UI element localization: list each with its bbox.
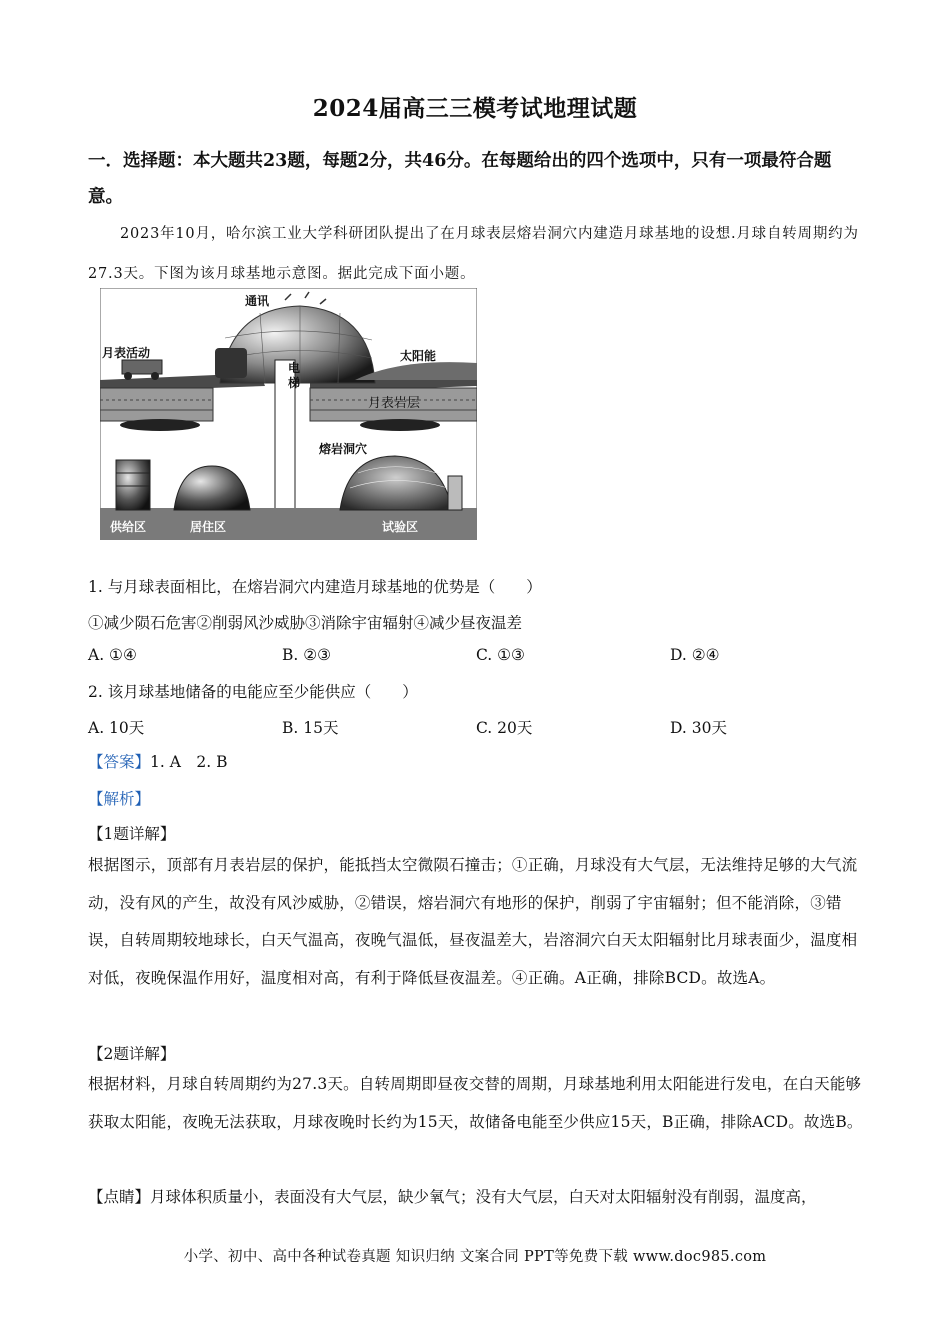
detail-1-text: 根据图示，顶部有月表岩层的保护，能抵挡太空微陨石撞击；①正确，月球没有大气层，无法维持足够的大气流动，没有风的产生，故没有风沙威胁，②错误，熔岩洞穴有地形的保护，削弱了宇宙辐射；但不能消除，③错误，自转周期较地球长，白天气温高，夜晚气温低，昼夜温差大，岩溶洞穴白天太阳辐射比月球表面少，温度相对低，夜晚保温作用好，温度相对高，有利于降低昼夜温差。④正确。A正确，排除BCD。故选A。 (88, 856, 858, 987)
question-1-option-b: B. ②③ (282, 646, 332, 664)
question-2-option-a: A. 10天 (88, 719, 145, 737)
supply-tank (215, 348, 247, 378)
page-title: 2024届高三三模考试地理试题 (312, 95, 638, 122)
question-2-option-b: B. 15天 (282, 719, 339, 737)
point-line (88, 1185, 866, 1207)
label-comm: 通讯 (245, 294, 270, 308)
intro-paragraph: 2023年10月，哈尔滨工业大学科研团队提出了在月球表层熔岩洞穴内建造月球基地的设想.月球自转周期约为27.3天。下图为该月球基地示意图。据此完成下面小题。 (88, 226, 859, 282)
question-2-option-c: C. 20天 (476, 719, 533, 737)
answer-tag: 【答案】 (88, 753, 151, 771)
question-2-stem: 2. 该月球基地储备的电能应至少能供应（ ） (88, 683, 418, 701)
page-footer: 小学、初中、高中各种试卷真题 知识归纳 文案合同 PPT等免费下载 www.doc985.com (183, 1249, 767, 1265)
detail-2-heading: 【2题详解】 (88, 1045, 176, 1063)
lunar-rover (122, 360, 162, 374)
question-1-option-a: A. ①④ (88, 646, 137, 664)
label-solar: 太阳能 (400, 349, 437, 363)
rock-layer-left (100, 388, 213, 421)
label-lab: 试验区 (382, 520, 419, 534)
detail-1-heading: 【1题详解】 (88, 825, 176, 843)
label-supply: 供给区 (110, 520, 147, 534)
answer-line (88, 750, 228, 772)
point-tag: 【点睛】 (88, 1188, 151, 1206)
question-2-option-d: D. 30天 (670, 719, 727, 737)
cave-floor (100, 508, 477, 540)
question-1-option-c: C. ①③ (476, 646, 525, 664)
supply-silo (116, 460, 150, 510)
lunar-base-diagram (100, 288, 477, 540)
label-surface-activity: 月表活动 (102, 346, 151, 360)
label-living: 居住区 (190, 520, 227, 534)
label-rock-layer: 月表岩层 (368, 396, 421, 411)
question-1-statements: ①减少陨石危害②削弱风沙威胁③消除宇宙辐射④减少昼夜温差 (88, 614, 523, 632)
analysis-tag: 【解析】 (88, 790, 151, 808)
section-heading: 一．选择题：本大题共23题，每题2分，共46分。在每题给出的四个选项中，只有一项最符合题意。 (88, 151, 832, 207)
lunar-base-figure (100, 288, 477, 540)
question-1-stem: 1. 与月球表面相比，在熔岩洞穴内建造月球基地的优势是（ ） (88, 578, 542, 596)
label-cave: 熔岩洞穴 (319, 442, 368, 456)
label-elevator: 电梯 (288, 361, 301, 390)
question-1-option-d: D. ②④ (670, 646, 720, 664)
point-text: 月球体积质量小，表面没有大气层，缺少氧气；没有大气层，白天对太阳辐射没有削弱，温度高， (150, 1188, 817, 1206)
answer-text: 1. A 2. B (150, 753, 228, 771)
detail-2-text: 根据材料，月球自转周期约为27.3天。自转周期即昼夜交替的周期，月球基地利用太阳能进行发电，在白天能够获取太阳能，夜晚无法获取，月球夜晚时长约为15天，故储备电能至少供应15天，B正确，排除ACD。故选B。 (88, 1075, 863, 1131)
